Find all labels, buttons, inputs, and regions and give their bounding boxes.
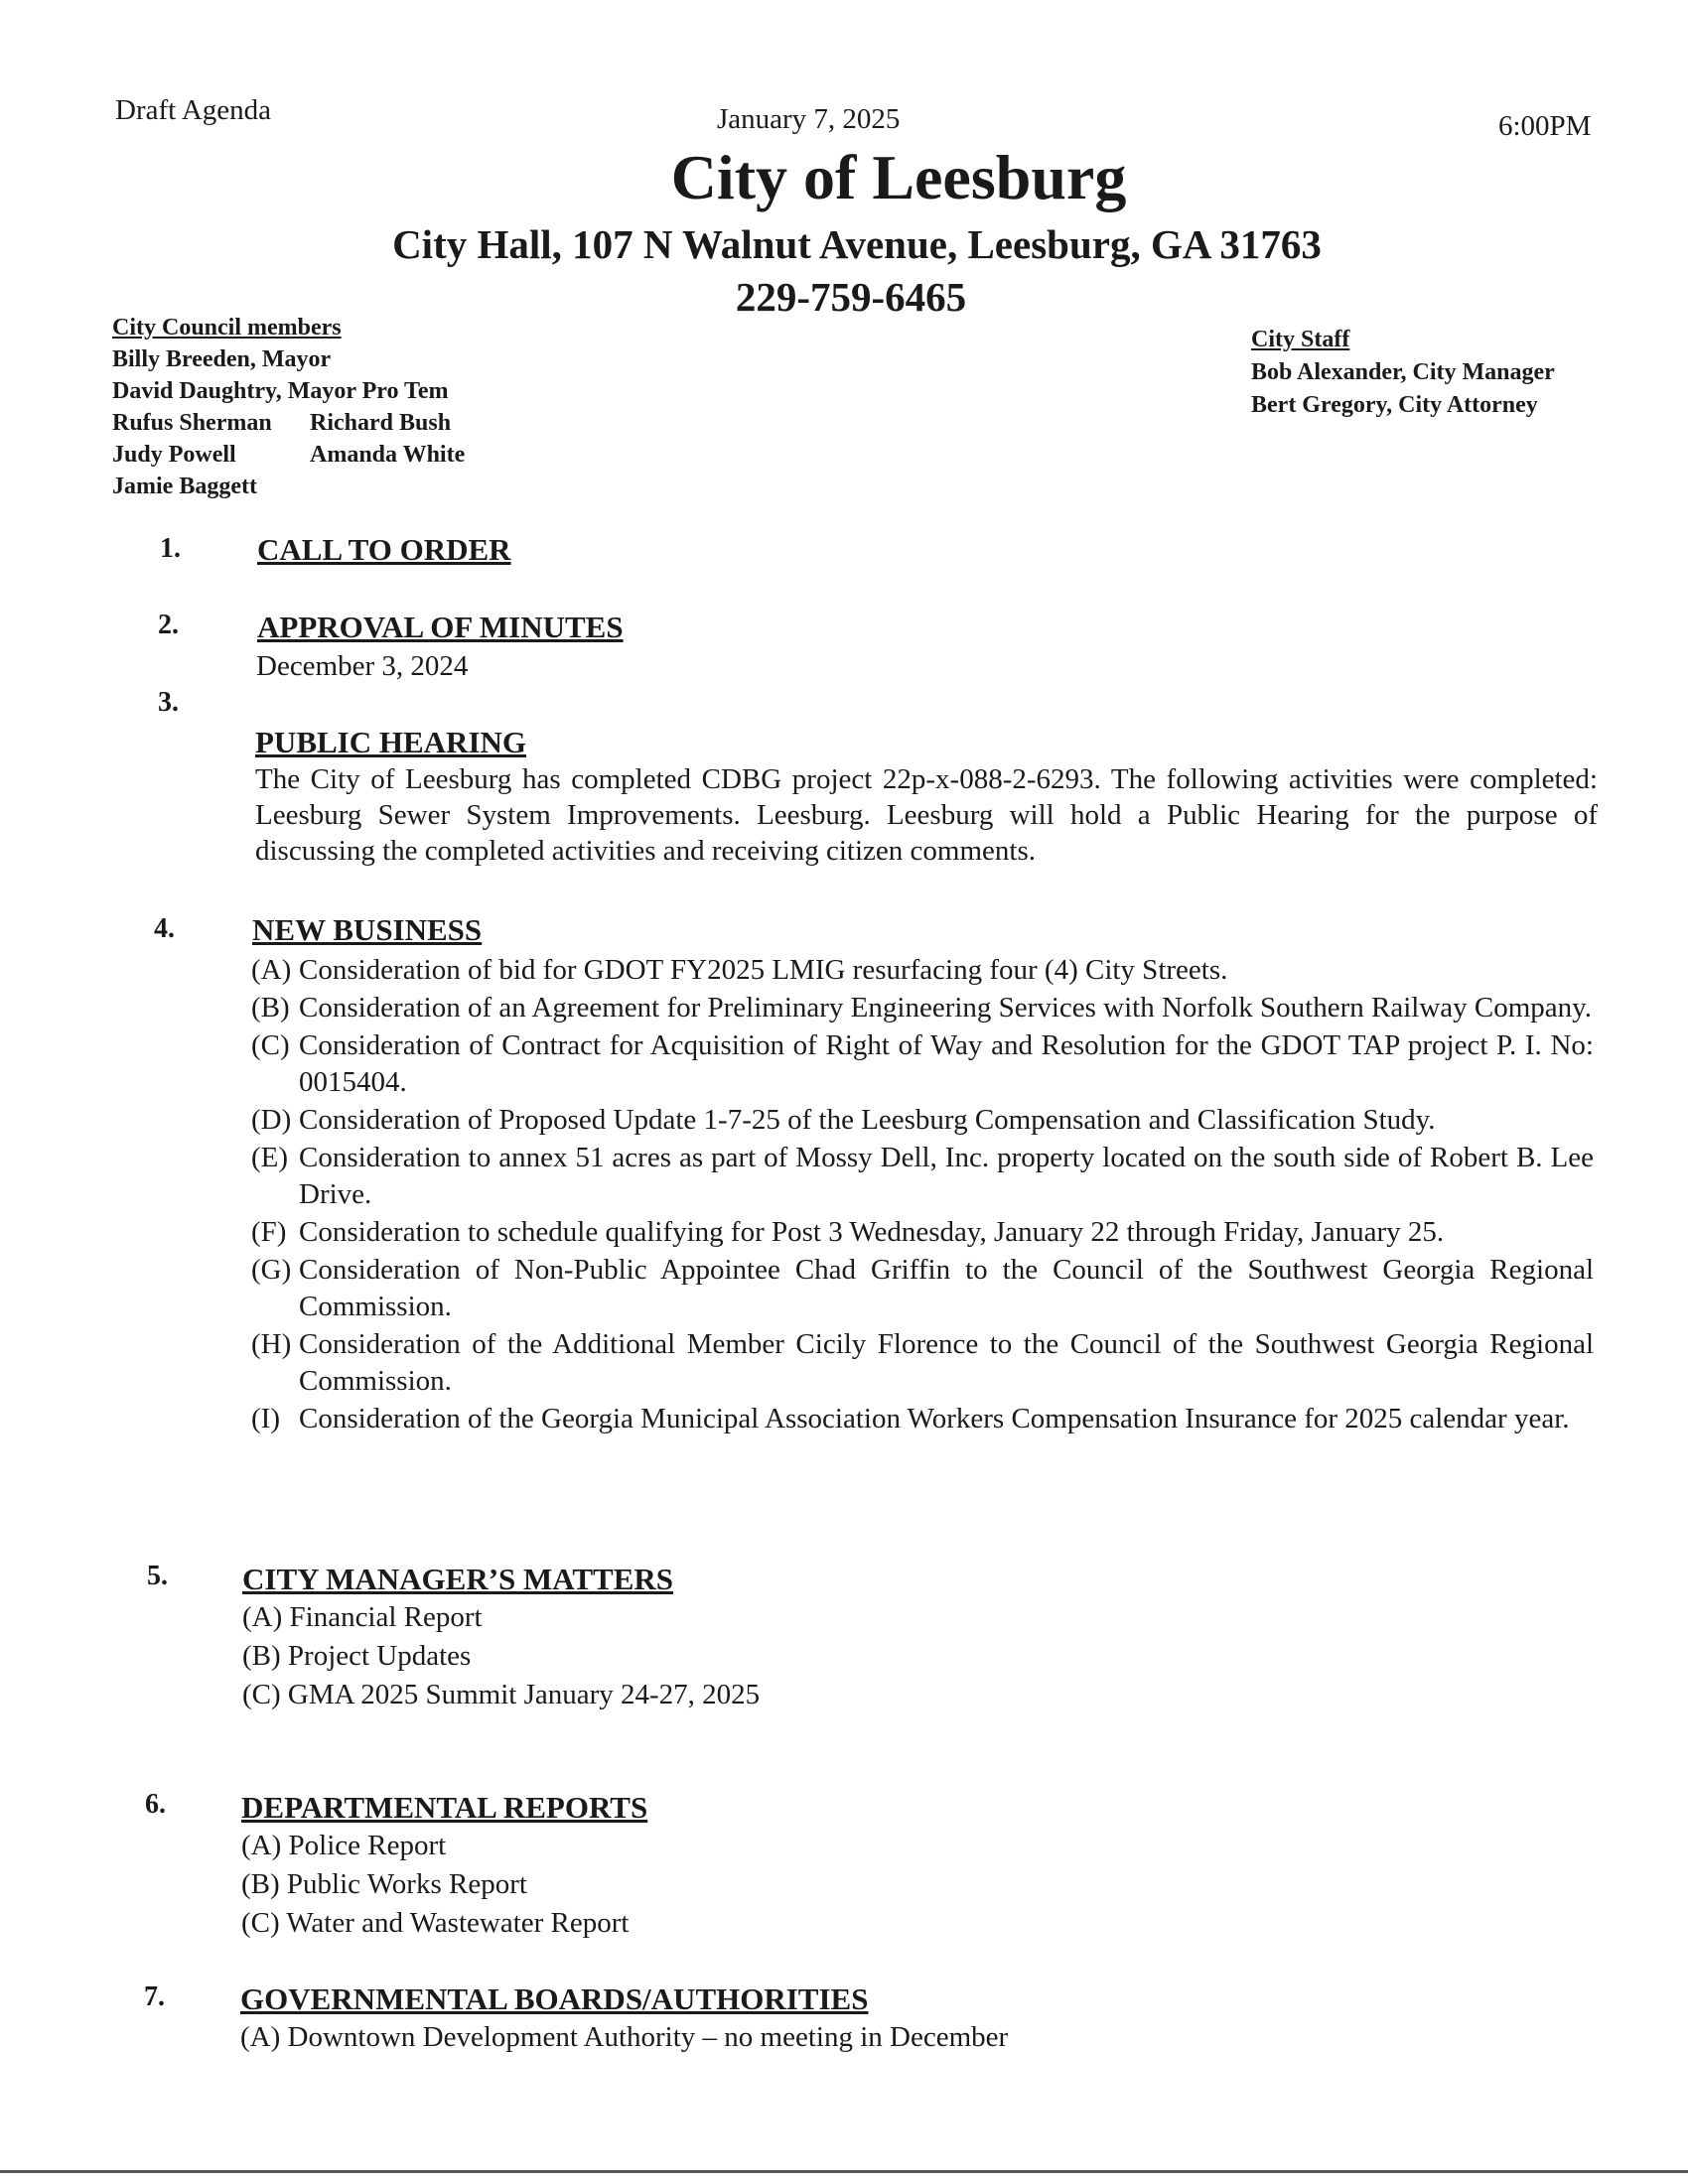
list-item: (B) Public Works Report <box>241 1868 527 1900</box>
council-member-mayor: Billy Breeden, Mayor <box>112 346 332 372</box>
new-business-list <box>251 952 1594 1438</box>
section-heading-call-to-order: CALL TO ORDER <box>257 532 511 567</box>
list-item <box>251 990 1594 1026</box>
list-item: (A) Financial Report <box>242 1601 483 1633</box>
list-item <box>251 1027 1594 1101</box>
meeting-date: January 7, 2025 <box>717 103 901 135</box>
page-title: City of Leesburg <box>670 142 1127 212</box>
item-label: (D) <box>251 1104 292 1136</box>
section-heading-departmental-reports: DEPARTMENTAL REPORTS <box>241 1790 648 1825</box>
list-item <box>251 952 1594 989</box>
item-text: Consideration of Contract for Acquisition of Right of Way and Resolution for the GDOT TAP project P. I. No: 0015404. <box>299 1029 1594 1098</box>
governmental-boards-list <box>240 2018 1008 2057</box>
city-hall-address: City Hall, 107 N Walnut Avenue, Leesburg, GA 31763 <box>392 221 1322 267</box>
item-text: Consideration to annex 51 acres as part of Mossy Dell, Inc. property located on the south side of Robert B. Lee Drive. <box>299 1142 1594 1210</box>
city-manager-list <box>242 1598 760 1714</box>
item-text: Consideration of the Georgia Municipal Association Workers Compensation Insurance for 2025 calendar year. <box>299 1403 1570 1434</box>
council-member-pro-tem: David Daughtry, Mayor Pro Tem <box>112 378 449 404</box>
item-text: Consideration of Proposed Update 1-7-25 of the Leesburg Compensation and Classification Study. <box>299 1104 1436 1136</box>
section-number: 3. <box>158 687 179 718</box>
council-member: Richard Bush <box>310 410 452 436</box>
council-row <box>112 407 465 439</box>
council-row <box>112 439 465 471</box>
list-item <box>251 1401 1594 1437</box>
council-member: Jamie Baggett <box>112 474 257 499</box>
list-item: (B) Project Updates <box>242 1640 472 1672</box>
item-label: (F) <box>251 1216 287 1248</box>
section-number: 6. <box>145 1789 166 1820</box>
council-member: Rufus Sherman <box>112 410 272 436</box>
item-label: (H) <box>251 1328 292 1360</box>
section-heading-governmental-boards: GOVERNMENTAL BOARDS/AUTHORITIES <box>240 1981 869 2016</box>
item-text: Consideration of Non-Public Appointee Chad Griffin to the Council of the Southwest Georgia Regional Commission. <box>299 1254 1594 1322</box>
list-item <box>251 1214 1594 1251</box>
council-members-block <box>112 312 465 502</box>
section-number: 4. <box>154 913 175 944</box>
council-member: Judy Powell <box>112 442 236 468</box>
section-heading-city-managers-matters: CITY MANAGER’S MATTERS <box>242 1562 674 1596</box>
list-item <box>251 1102 1594 1139</box>
list-item <box>251 1252 1594 1325</box>
city-staff-block <box>1251 324 1555 422</box>
list-item: (C) Water and Wastewater Report <box>241 1907 630 1939</box>
public-hearing-text: The City of Leesburg has completed CDBG project 22p-x-088-2-6293. The following activities were completed: Leesburg Sewer System Improvements. Leesburg. Leesburg will hold a Public Hearing for the purpose of discussing the completed activities and receiving citizen comments. <box>255 763 1598 867</box>
section-heading-public-hearing: PUBLIC HEARING <box>255 725 527 759</box>
phone-number: 229-759-6465 <box>735 274 967 320</box>
item-text: Consideration of the Additional Member Cicily Florence to the Council of the Southwest Georgia Regional Commission. <box>299 1328 1594 1397</box>
list-item <box>251 1326 1594 1400</box>
item-label: (G) <box>251 1254 292 1286</box>
item-text: Consideration to schedule qualifying for Post 3 Wednesday, January 22 through Friday, January 25. <box>299 1216 1445 1248</box>
minutes-date: December 3, 2024 <box>256 650 469 682</box>
council-member: Amanda White <box>310 442 466 468</box>
meeting-time: 6:00PM <box>1498 110 1592 142</box>
section-heading-new-business: NEW BUSINESS <box>252 912 483 947</box>
section-number: 7. <box>144 1981 165 2012</box>
section-heading-approval-of-minutes: APPROVAL OF MINUTES <box>257 610 624 644</box>
page-bottom-edge <box>0 2170 1688 2173</box>
section-number: 2. <box>158 610 179 640</box>
item-label: (C) <box>251 1029 290 1061</box>
item-text: Consideration of bid for GDOT FY2025 LMIG resurfacing four (4) City Streets. <box>299 954 1228 986</box>
staff-city-manager: Bob Alexander, City Manager <box>1251 359 1555 385</box>
section-number: 1. <box>160 533 181 564</box>
list-item: (A) Downtown Development Authority – no meeting in December <box>240 2021 1009 2053</box>
section-number: 5. <box>147 1561 168 1591</box>
list-item: (A) Police Report <box>241 1830 447 1861</box>
item-text: Consideration of an Agreement for Preliminary Engineering Services with Norfolk Southern Railway Company. <box>299 992 1593 1024</box>
list-item: (C) GMA 2025 Summit January 24-27, 2025 <box>242 1679 761 1710</box>
council-heading: City Council members <box>112 315 342 341</box>
departmental-reports-list <box>241 1827 629 1943</box>
item-label: (I) <box>251 1403 280 1434</box>
staff-heading: City Staff <box>1251 327 1350 352</box>
list-item <box>251 1140 1594 1213</box>
item-label: (A) <box>251 954 292 986</box>
item-label: (E) <box>251 1142 289 1173</box>
item-label: (B) <box>251 992 290 1024</box>
staff-city-attorney: Bert Gregory, City Attorney <box>1251 392 1538 418</box>
draft-agenda-label: Draft Agenda <box>115 94 272 126</box>
